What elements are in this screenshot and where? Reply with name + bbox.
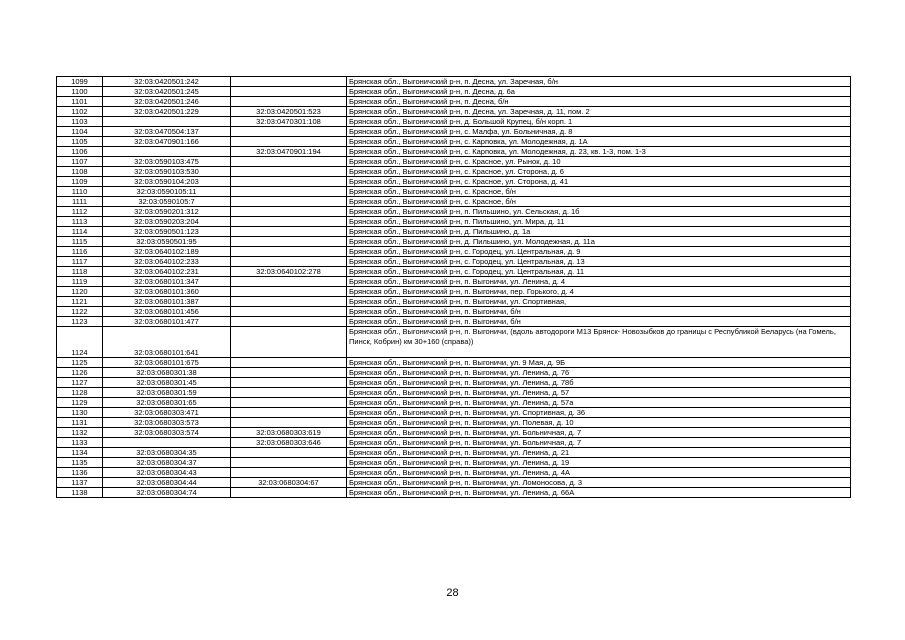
linked-cadastral-number-cell: 32:03:0420501:523: [231, 107, 347, 117]
linked-cadastral-number-cell: [231, 177, 347, 187]
cadastral-number-cell: 32:03:0420501:229: [103, 107, 231, 117]
row-number-cell: 1107: [57, 157, 103, 167]
cadastral-number-cell: [103, 438, 231, 448]
linked-cadastral-number-cell: [231, 418, 347, 428]
address-cell: Брянская обл., Выгоничский р-н, п. Выгоничи, ул. Больничная, д. 7: [347, 438, 851, 448]
cadastral-number-cell: 32:03:0590201:312: [103, 207, 231, 217]
linked-cadastral-number-cell: 32:03:0680304:67: [231, 478, 347, 488]
table-row: [57, 458, 851, 468]
cadastral-number-cell: 32:03:0680101:675: [103, 358, 231, 368]
address-cell: Брянская обл., Выгоничский р-н, с. Карповка, ул. Молодежная, д. 23, кв. 1-3, пом. 1-3: [347, 147, 851, 157]
cadastral-number-cell: 32:03:0680101:641: [103, 327, 231, 358]
linked-cadastral-number-cell: [231, 398, 347, 408]
address-cell: Брянская обл., Выгоничский р-н, с. Красное, ул. Рынок, д. 10: [347, 157, 851, 167]
cadastral-number-cell: 32:03:0680304:74: [103, 488, 231, 498]
row-number-cell: 1121: [57, 297, 103, 307]
address-cell: Брянская обл., Выгоничский р-н, п. Выгоничи, б/н: [347, 317, 851, 327]
row-number-cell: 1129: [57, 398, 103, 408]
table-row: [57, 137, 851, 147]
table-row: [57, 147, 851, 157]
address-cell: Брянская обл., Выгоничский р-н, п. Десна, б/н: [347, 97, 851, 107]
row-number-cell: 1130: [57, 408, 103, 418]
cadastral-number-cell: 32:03:0470504:137: [103, 127, 231, 137]
linked-cadastral-number-cell: [231, 257, 347, 267]
linked-cadastral-number-cell: [231, 227, 347, 237]
row-number-cell: 1137: [57, 478, 103, 488]
linked-cadastral-number-cell: [231, 207, 347, 217]
table-row: [57, 267, 851, 277]
linked-cadastral-number-cell: [231, 87, 347, 97]
table-row: [57, 167, 851, 177]
row-number-cell: 1106: [57, 147, 103, 157]
cadastral-number-cell: 32:03:0590103:530: [103, 167, 231, 177]
cadastral-number-cell: 32:03:0680304:43: [103, 468, 231, 478]
row-number-cell: 1110: [57, 187, 103, 197]
linked-cadastral-number-cell: [231, 237, 347, 247]
table-row: [57, 227, 851, 237]
row-number-cell: 1125: [57, 358, 103, 368]
address-cell: Брянская обл., Выгоничский р-н, с. Красное, ул. Сторона, д. 6: [347, 167, 851, 177]
linked-cadastral-number-cell: [231, 378, 347, 388]
table-row: [57, 368, 851, 378]
table-row: [57, 327, 851, 358]
table-row: [57, 317, 851, 327]
linked-cadastral-number-cell: 32:03:0470301:108: [231, 117, 347, 127]
address-cell: Брянская обл., Выгоничский р-н, п. Выгоничи, ул. 9 Мая, д. 9Б: [347, 358, 851, 368]
cadastral-number-cell: 32:03:0680301:45: [103, 378, 231, 388]
address-cell: Брянская обл., Выгоничский р-н, п. Пильшино, ул. Мира, д. 11: [347, 217, 851, 227]
cadastral-number-cell: 32:03:0680101:360: [103, 287, 231, 297]
address-cell: Брянская обл., Выгоничский р-н, с. Красное, ул. Сторона, д. 41: [347, 177, 851, 187]
cadastral-number-cell: 32:03:0590501:95: [103, 237, 231, 247]
table-row: [57, 77, 851, 87]
row-number-cell: 1118: [57, 267, 103, 277]
cadastral-number-cell: 32:03:0680101:456: [103, 307, 231, 317]
cadastral-number-cell: 32:03:0680303:574: [103, 428, 231, 438]
table-row: [57, 257, 851, 267]
cadastral-number-cell: 32:03:0590104:203: [103, 177, 231, 187]
address-cell: Брянская обл., Выгоничский р-н, п. Выгоничи, ул. Спортивная, д. 36: [347, 408, 851, 418]
address-cell: Брянская обл., Выгоничский р-н, с. Малфа, ул. Больничная, д. 8: [347, 127, 851, 137]
address-cell: Брянская обл., Выгоничский р-н, д. Пильшино, д. 1а: [347, 227, 851, 237]
row-number-cell: 1126: [57, 368, 103, 378]
table-row: [57, 438, 851, 448]
row-number-cell: 1128: [57, 388, 103, 398]
table-row: [57, 247, 851, 257]
linked-cadastral-number-cell: [231, 197, 347, 207]
cadastral-number-cell: 32:03:0470901:166: [103, 137, 231, 147]
table-row: [57, 448, 851, 458]
row-number-cell: 1123: [57, 317, 103, 327]
address-cell: Брянская обл., Выгоничский р-н, п. Пильшино, ул. Сельская, д. 1б: [347, 207, 851, 217]
cadastral-number-cell: 32:03:0680301:59: [103, 388, 231, 398]
row-number-cell: 1120: [57, 287, 103, 297]
cadastral-number-cell: 32:03:0680303:471: [103, 408, 231, 418]
address-cell: Брянская обл., Выгоничский р-н, п. Выгоничи, б/н: [347, 307, 851, 317]
cadastral-number-cell: 32:03:0590501:123: [103, 227, 231, 237]
address-cell: Брянская обл., Выгоничский р-н, п. Выгоничи, ул. Ленина, д. 4: [347, 277, 851, 287]
table-row: [57, 488, 851, 498]
address-cell: Брянская обл., Выгоничский р-н, с. Городец, ул. Центральная, д. 9: [347, 247, 851, 257]
linked-cadastral-number-cell: 32:03:0680303:646: [231, 438, 347, 448]
linked-cadastral-number-cell: [231, 277, 347, 287]
cadastral-number-cell: 32:03:0420501:246: [103, 97, 231, 107]
table-row: [57, 237, 851, 247]
table-row: [57, 127, 851, 137]
address-cell: Брянская обл., Выгоничский р-н, п. Выгоничи, ул. Ленина, д. 57а: [347, 398, 851, 408]
linked-cadastral-number-cell: [231, 408, 347, 418]
table-row: [57, 197, 851, 207]
address-cell: Брянская обл., Выгоничский р-н, с. Красное, б/н: [347, 187, 851, 197]
linked-cadastral-number-cell: [231, 97, 347, 107]
address-cell: Брянская обл., Выгоничский р-н, п. Десна, ул. Заречная, д. 11, пом. 2: [347, 107, 851, 117]
address-cell: Брянская обл., Выгоничский р-н, с. Красное, б/н: [347, 197, 851, 207]
cadastral-number-cell: 32:03:0640102:231: [103, 267, 231, 277]
table-row: [57, 358, 851, 368]
cadastral-number-cell: 32:03:0680303:573: [103, 418, 231, 428]
cadastral-number-cell: 32:03:0640102:189: [103, 247, 231, 257]
cadastral-number-cell: [103, 117, 231, 127]
table-row: [57, 428, 851, 438]
cadastral-number-cell: 32:03:0590105:7: [103, 197, 231, 207]
address-cell: Брянская обл., Выгоничский р-н, п. Выгоничи, ул. Спортивная,: [347, 297, 851, 307]
address-cell: Брянская обл., Выгоничский р-н, п. Выгоничи, ул. Ленина, д. 78б: [347, 378, 851, 388]
row-number-cell: 1122: [57, 307, 103, 317]
linked-cadastral-number-cell: [231, 287, 347, 297]
linked-cadastral-number-cell: [231, 307, 347, 317]
table-row: [57, 478, 851, 488]
table-row: [57, 418, 851, 428]
cadastral-number-cell: 32:03:0680304:44: [103, 478, 231, 488]
table-row: [57, 107, 851, 117]
linked-cadastral-number-cell: [231, 448, 347, 458]
linked-cadastral-number-cell: [231, 358, 347, 368]
address-cell: Брянская обл., Выгоничский р-н, п. Выгоничи, ул. Ленина, д. 4А: [347, 468, 851, 478]
row-number-cell: 1100: [57, 87, 103, 97]
table-row: [57, 388, 851, 398]
linked-cadastral-number-cell: [231, 458, 347, 468]
table-row: [57, 157, 851, 167]
table-row: [57, 398, 851, 408]
row-number-cell: 1136: [57, 468, 103, 478]
registry-table-body: [57, 77, 851, 498]
row-number-cell: 1105: [57, 137, 103, 147]
row-number-cell: 1103: [57, 117, 103, 127]
linked-cadastral-number-cell: [231, 468, 347, 478]
linked-cadastral-number-cell: [231, 488, 347, 498]
table-row: [57, 217, 851, 227]
address-cell: Брянская обл., Выгоничский р-н, п. Выгоничи, ул. Ломоносова, д. 3: [347, 478, 851, 488]
address-cell: Брянская обл., Выгоничский р-н, п. Выгоничи, ул. Ленина, д. 66А: [347, 488, 851, 498]
cadastral-number-cell: 32:03:0590203:204: [103, 217, 231, 227]
table-row: [57, 297, 851, 307]
linked-cadastral-number-cell: [231, 368, 347, 378]
linked-cadastral-number-cell: [231, 187, 347, 197]
table-row: [57, 187, 851, 197]
linked-cadastral-number-cell: [231, 127, 347, 137]
row-number-cell: 1134: [57, 448, 103, 458]
linked-cadastral-number-cell: [231, 327, 347, 358]
linked-cadastral-number-cell: 32:03:0680303:619: [231, 428, 347, 438]
cadastral-number-cell: 32:03:0680101:477: [103, 317, 231, 327]
table-row: [57, 468, 851, 478]
cadastral-number-cell: [103, 147, 231, 157]
table-row: [57, 408, 851, 418]
linked-cadastral-number-cell: [231, 77, 347, 87]
row-number-cell: 1112: [57, 207, 103, 217]
cadastral-number-cell: 32:03:0680101:387: [103, 297, 231, 307]
linked-cadastral-number-cell: 32:03:0470901:194: [231, 147, 347, 157]
row-number-cell: 1119: [57, 277, 103, 287]
address-cell: Брянская обл., Выгоничский р-н, п. Десна, ул. Заречная, б/н: [347, 77, 851, 87]
table-row: [57, 307, 851, 317]
row-number-cell: 1124: [57, 327, 103, 358]
table-row: [57, 378, 851, 388]
address-cell: Брянская обл., Выгоничский р-н, п. Выгоничи, пер. Горького, д. 4: [347, 287, 851, 297]
table-row: [57, 97, 851, 107]
linked-cadastral-number-cell: [231, 157, 347, 167]
cadastral-number-cell: 32:03:0420501:245: [103, 87, 231, 97]
row-number-cell: 1111: [57, 197, 103, 207]
cadastral-number-cell: 32:03:0680101:347: [103, 277, 231, 287]
page-number: 28: [446, 587, 459, 599]
row-number-cell: 1138: [57, 488, 103, 498]
address-cell: Брянская обл., Выгоничский р-н, д. Пильшино, ул. Молодежная, д. 11а: [347, 237, 851, 247]
cadastral-number-cell: 32:03:0420501:242: [103, 77, 231, 87]
row-number-cell: 1115: [57, 237, 103, 247]
linked-cadastral-number-cell: [231, 297, 347, 307]
address-cell: Брянская обл., Выгоничский р-н, п. Выгоничи, ул. Ленина, д. 76: [347, 368, 851, 378]
table-row: [57, 207, 851, 217]
row-number-cell: 1113: [57, 217, 103, 227]
linked-cadastral-number-cell: 32:03:0640102:278: [231, 267, 347, 277]
linked-cadastral-number-cell: [231, 247, 347, 257]
address-cell: Брянская обл., Выгоничский р-н, с. Городец, ул. Центральная, д. 13: [347, 257, 851, 267]
row-number-cell: 1102: [57, 107, 103, 117]
address-cell: Брянская обл., Выгоничский р-н, п. Выгоничи, ул. Ленина, д. 19: [347, 458, 851, 468]
row-number-cell: 1135: [57, 458, 103, 468]
address-cell: Брянская обл., Выгоничский р-н, п. Выгоничи, ул. Больничная, д. 7: [347, 428, 851, 438]
row-number-cell: 1133: [57, 438, 103, 448]
row-number-cell: 1099: [57, 77, 103, 87]
address-cell: Брянская обл., Выгоничский р-н, с. Городец, ул. Центральная, д. 11: [347, 267, 851, 277]
table-row: [57, 117, 851, 127]
cadastral-number-cell: 32:03:0680304:37: [103, 458, 231, 468]
table-row: [57, 277, 851, 287]
row-number-cell: 1108: [57, 167, 103, 177]
cadastral-number-cell: 32:03:0590103:475: [103, 157, 231, 167]
row-number-cell: 1101: [57, 97, 103, 107]
cadastral-number-cell: 32:03:0590105:11: [103, 187, 231, 197]
address-cell: Брянская обл., Выгоничский р-н, п. Выгоничи, (вдоль автодороги М13 Брянск- Новозыбков до границы с Республикой Беларусь (на Гомель, Пинск, Кобрин) км 30+160 (справа)): [347, 327, 851, 358]
linked-cadastral-number-cell: [231, 388, 347, 398]
table-row: [57, 287, 851, 297]
row-number-cell: 1109: [57, 177, 103, 187]
linked-cadastral-number-cell: [231, 167, 347, 177]
linked-cadastral-number-cell: [231, 137, 347, 147]
address-cell: Брянская обл., Выгоничский р-н, п. Десна, д. 6а: [347, 87, 851, 97]
row-number-cell: 1117: [57, 257, 103, 267]
address-cell: Брянская обл., Выгоничский р-н, п. Выгоничи, ул. Ленина, д. 21: [347, 448, 851, 458]
row-number-cell: 1116: [57, 247, 103, 257]
registry-table: [56, 76, 851, 498]
cadastral-number-cell: 32:03:0680304:35: [103, 448, 231, 458]
row-number-cell: 1127: [57, 378, 103, 388]
address-cell: Брянская обл., Выгоничский р-н, п. Выгоничи, ул. Ленина, д. 57: [347, 388, 851, 398]
table-row: [57, 87, 851, 97]
row-number-cell: 1132: [57, 428, 103, 438]
address-cell: Брянская обл., Выгоничский р-н, с. Карповка, ул. Молодежная, д. 1А: [347, 137, 851, 147]
row-number-cell: 1104: [57, 127, 103, 137]
cadastral-number-cell: 32:03:0640102:233: [103, 257, 231, 267]
row-number-cell: 1114: [57, 227, 103, 237]
cadastral-number-cell: 32:03:0680301:38: [103, 368, 231, 378]
table-row: [57, 177, 851, 187]
address-cell: Брянская обл., Выгоничский р-н, п. Выгоничи, ул. Полевая, д. 10: [347, 418, 851, 428]
linked-cadastral-number-cell: [231, 317, 347, 327]
linked-cadastral-number-cell: [231, 217, 347, 227]
cadastral-number-cell: 32:03:0680301:65: [103, 398, 231, 408]
address-cell: Брянская обл., Выгоничский р-н, д. Большой Крупец, б/н корп. 1: [347, 117, 851, 127]
row-number-cell: 1131: [57, 418, 103, 428]
